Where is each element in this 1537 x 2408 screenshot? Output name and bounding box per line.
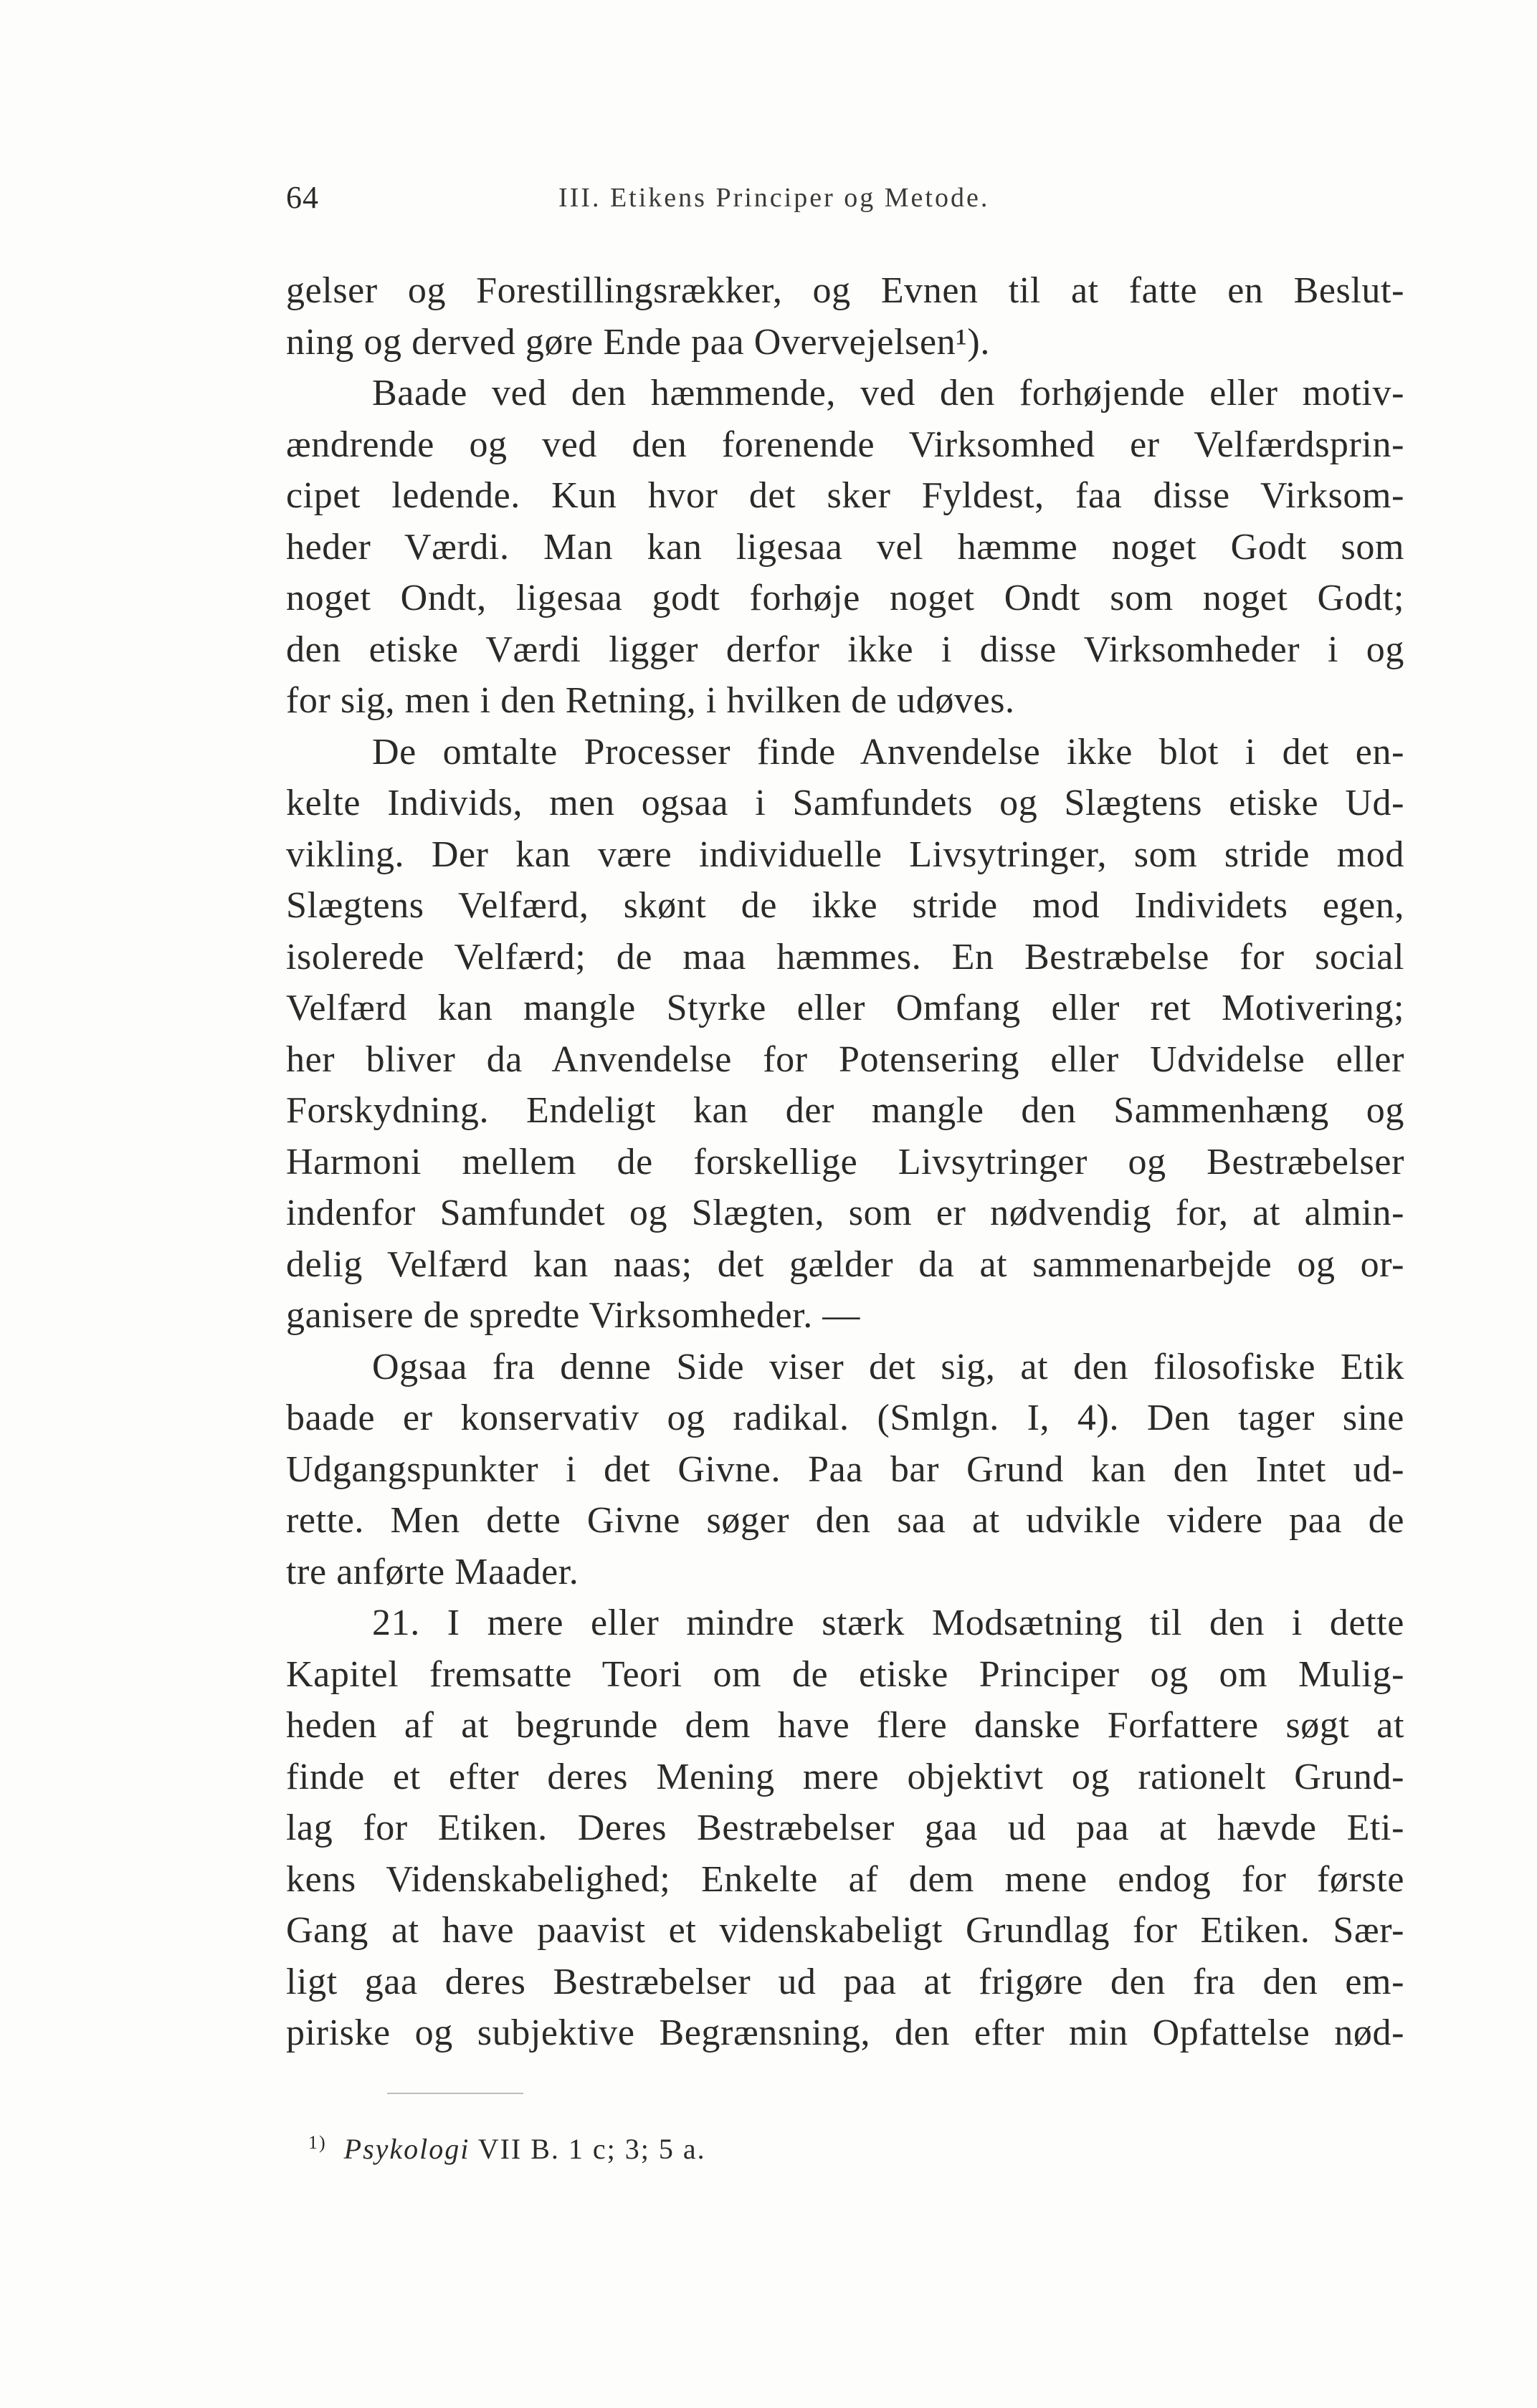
text-line: Baade ved den hæmmende, ved den forhøjende eller motiv- [372,373,1404,414]
text-line: Slægtens Velfærd, skønt de ikke stride mod Individets egen, [286,885,1404,926]
text-line: ning og derved gøre Ende paa Overvejelsen¹). [286,321,990,363]
page-header [286,176,1404,219]
footnote-rule [387,2093,523,2094]
text-line: cipet ledende. Kun hvor det sker Fyldest, faa disse Virksom- [286,475,1404,516]
text-line: ændrende og ved den forenende Virksomhed er Velfærdsprin- [286,424,1404,465]
text-line: Gang at have paavist et videnskabeligt Grundlag for Etiken. Sær- [286,1910,1404,1951]
text-line: vikling. Der kan være individuelle Livsytringer, som stride mod [286,833,1404,875]
text-line: isolerede Velfærd; de maa hæmmes. En Bestræbelse for social [286,936,1404,978]
footnote-marker: 1) [308,2132,327,2153]
text-line: heder Værdi. Man kan ligesaa vel hæmme noget Godt som [286,526,1404,568]
text-line: De omtalte Processer finde Anvendelse ikke blot i det en- [372,731,1404,773]
text-line: delig Velfærd kan naas; det gælder da at sammenarbejde og or- [286,1243,1404,1285]
text-line: rette. Men dette Givne søger den saa at udvikle videre paa de [286,1500,1404,1541]
text-line: lag for Etiken. Deres Bestræbelser gaa ud paa at hævde Eti- [286,1807,1404,1848]
text-line: den etiske Værdi ligger derfor ikke i disse Virksomheder i og [286,629,1404,670]
text-line: tre anførte Maader. [286,1551,579,1592]
text-line: kelte Individs, men ogsaa i Samfundets og Slægtens etiske Ud- [286,783,1404,823]
page-number: 64 [286,180,319,215]
text-line: her bliver da Anvendelse for Potensering eller Udvidelse eller [286,1038,1404,1080]
text-line: Forskydning. Endeligt kan der mangle den Sammenhæng og [286,1090,1404,1131]
text-line: finde et efter deres Mening mere objektivt og rationelt Grund- [286,1756,1404,1797]
footnote [308,2121,1312,2164]
text-line: Velfærd kan mangle Styrke eller Omfang eller ret Motivering; [286,988,1404,1028]
footnote-reference: VII B. 1 c; 3; 5 a. [477,2133,706,2165]
text-line: ganisere de spredte Virksomheder. — [286,1295,861,1336]
text-line: Udgangspunkter i det Givne. Paa bar Grund kan den Intet ud- [286,1448,1404,1490]
text-line: heden af at begrunde dem have flere danske Forfattere søgt at [286,1705,1404,1746]
body-text [286,265,1404,2059]
text-line: piriske og subjektive Begrænsning, den efter min Opfattelse nød- [286,2012,1404,2053]
text-line: baade er konservativ og radikal. (Smlgn. I, 4). Den tager sine [286,1398,1404,1438]
text-line: for sig, men i den Retning, i hvilken de udøves. [286,680,1015,721]
text-line: gelser og Forestillingsrækker, og Evnen til at fatte en Beslut- [286,270,1404,311]
text-line: kens Videnskabelighed; Enkelte af dem mene endog for første [286,1858,1404,1900]
text-line: ligt gaa deres Bestræbelser ud paa at frigøre den fra den em- [286,1961,1404,2002]
text-line: Harmoni mellem de forskellige Livsytringer og Bestræbelser [286,1141,1404,1182]
footnote-title: Psykologi [343,2133,470,2165]
text-line: Ogsaa fra denne Side viser det sig, at den filosofiske Etik [372,1346,1404,1387]
text-line: Kapitel fremsatte Teori om de etiske Principer og om Mulig- [286,1653,1404,1695]
text-line: 21. I mere eller mindre stærk Modsætning til den i dette [372,1602,1404,1643]
running-head: III. Etikens Principer og Metode. [558,183,990,213]
text-line: noget Ondt, ligesaa godt forhøje noget Ondt som noget Godt; [286,578,1404,618]
text-line: indenfor Samfundet og Slægten, som er nødvendig for, at almin- [286,1193,1404,1233]
